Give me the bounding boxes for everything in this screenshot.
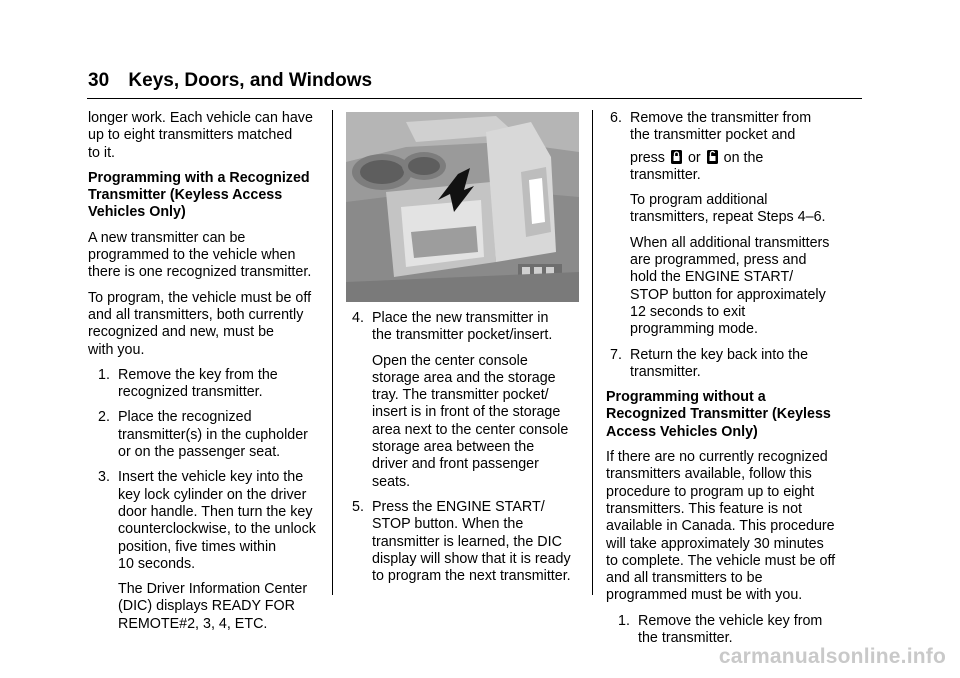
list-number: 7. (610, 346, 622, 363)
step-text-line: transmitter. (630, 166, 701, 183)
list-text: Insert the vehicle key into the key lock cylinder on the driver door handle. Then turn the key counterclockwise, to the unlock position, five times within 10 seconds. (118, 469, 316, 572)
list-item (88, 469, 328, 573)
list-item (606, 347, 854, 382)
step-note: Open the center console storage area and the storage tray. The transmitter pocket/ insert is in front of the storage area next to the center console storage area between the driver and front passenger seats. (372, 352, 569, 490)
paragraph: A new transmitter can be programmed to the vehicle when there is one recognized transmitter. (88, 229, 312, 281)
column-divider-2 (592, 110, 593, 595)
column-1 (88, 110, 328, 641)
list-number: 3. (98, 469, 110, 486)
step-note: When all additional transmitters are programmed, press and hold the ENGINE START/ STOP button for approximately 12 seconds to exit programming mode. (630, 234, 830, 338)
lock-icon (671, 150, 682, 164)
step-text-line: the transmitter pocket and (630, 127, 796, 144)
list-item (88, 367, 328, 402)
center-console-illustration (346, 112, 579, 302)
list-text: Remove the key from the recognized transmitter. (118, 366, 278, 401)
list-text: Return the key back into the transmitter. (630, 346, 809, 380)
list-item (606, 613, 854, 648)
column-3 (606, 110, 854, 655)
paragraph: To program, the vehicle must be off and all transmitters, both currently recognized and new, must be with you. (88, 289, 312, 358)
list-number: 4. (352, 310, 364, 326)
list-number: 2. (98, 409, 110, 426)
paragraph: If there are no currently recognized transmitters available, follow this procedure to program up to eight transmitters. This feature is not available in Canada. This procedure will take approximately 30 minutes to complete. The vehicle must be off and all transmitters to be programmed must be with you. (606, 449, 836, 604)
list-number: 6. (610, 110, 622, 126)
column-2 (346, 112, 586, 593)
step-text-line: Remove the transmitter from (630, 110, 812, 126)
page-header (88, 70, 372, 92)
page-number: 30 (88, 70, 110, 91)
section-heading: Programming without a Recognized Transmitter (Keyless Access Vehicles Only) (606, 389, 831, 440)
list-number: 1. (618, 612, 630, 629)
header-rule (87, 98, 862, 99)
section-heading: Programming with a Recognized Transmitter (Keyless Access Vehicles Only) (88, 169, 310, 221)
step-note: The Driver Information Center (DIC) displays READY FOR REMOTE#2, 3, 4, ETC. (118, 581, 308, 632)
list-number: 1. (98, 366, 110, 383)
section-title: Keys, Doors, and Windows (128, 70, 373, 91)
list-item (346, 499, 586, 585)
list-text: Place the new transmitter in the transmitter pocket/insert. (372, 310, 553, 344)
step-text-or: or (687, 149, 701, 166)
column-divider-1 (332, 110, 333, 595)
list-item (346, 310, 586, 345)
step-note: To program additional transmitters, repeat Steps 4–6. (630, 192, 826, 226)
step-text-on-the: on the (723, 149, 764, 166)
list-text (630, 110, 811, 184)
list-text: Press the ENGINE START/ STOP button. When the transmitter is learned, the DIC display will show that it is ready to program the next transmitter. (372, 498, 571, 585)
list-text: Place the recognized transmitter(s) in the cupholder or on the passenger seat. (118, 409, 308, 461)
list-number: 5. (352, 498, 364, 515)
watermark: carmanualsonline.info (718, 645, 946, 668)
intro-paragraph: longer work. Each vehicle can have up to eight transmitters matched to it. (88, 110, 313, 161)
list-text: Remove the vehicle key from the transmitter. (638, 612, 823, 647)
list-item (606, 110, 854, 184)
list-item (88, 409, 328, 461)
unlock-icon (707, 150, 718, 164)
step-text-press: press (630, 149, 665, 166)
